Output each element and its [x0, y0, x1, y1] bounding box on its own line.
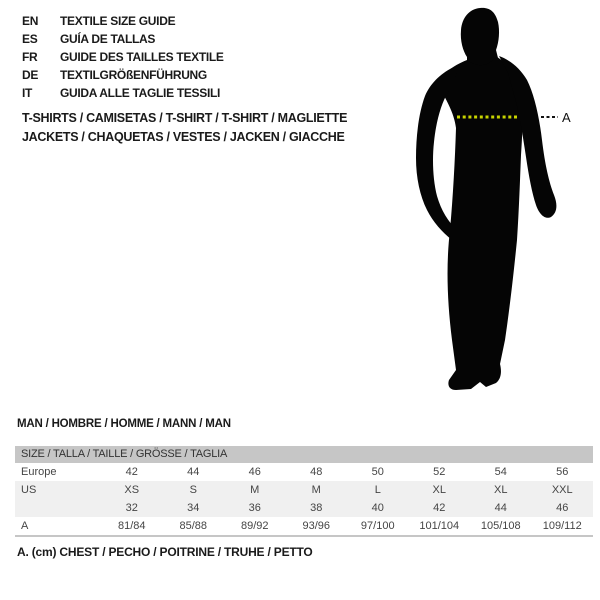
size-value: 50	[371, 466, 384, 478]
size-value: L	[374, 484, 381, 496]
language-code: IT	[22, 86, 33, 100]
size-value: 93/96	[302, 520, 331, 532]
section-title-man: MAN / HOMBRE / HOMME / MANN / MAN	[17, 418, 231, 430]
size-value: 81/84	[117, 520, 146, 532]
size-value: 89/92	[240, 520, 269, 532]
size-value: M	[311, 484, 321, 496]
size-value: 54	[494, 466, 507, 478]
size-table	[15, 446, 593, 537]
language-code: EN	[22, 14, 39, 28]
size-value: 32	[125, 502, 138, 514]
language-row-en	[22, 12, 224, 30]
silhouette-shape	[416, 8, 556, 390]
language-code: ES	[22, 32, 38, 46]
language-title: GUÍA DE TALLAS	[60, 32, 156, 46]
size-value: 46	[248, 466, 261, 478]
size-value: XS	[124, 484, 140, 496]
size-value: 36	[248, 502, 261, 514]
table-row-us	[15, 481, 593, 499]
row-label: US	[21, 484, 37, 496]
language-row-it	[22, 84, 224, 102]
size-value: 42	[433, 502, 446, 514]
size-table-header: SIZE / TALLA / TAILLE / GRÖSSE / TAGLIA	[15, 446, 593, 463]
size-value: 44	[494, 502, 507, 514]
size-value: 34	[187, 502, 200, 514]
table-row-chest-cm	[15, 517, 593, 535]
size-value: XXL	[551, 484, 573, 496]
size-value: XL	[432, 484, 446, 496]
size-value: 40	[371, 502, 384, 514]
size-value: 56	[556, 466, 569, 478]
size-value: M	[250, 484, 260, 496]
table-row-europe	[15, 463, 593, 481]
size-value: 44	[187, 466, 200, 478]
table-row-us-numeric	[15, 499, 593, 517]
size-value: 85/88	[179, 520, 208, 532]
size-value: XL	[494, 484, 508, 496]
language-code: FR	[22, 50, 38, 64]
language-title: GUIDE DES TAILLES TEXTILE	[60, 50, 224, 64]
language-row-fr	[22, 48, 224, 66]
language-row-es	[22, 30, 224, 48]
row-label: A	[21, 520, 29, 532]
language-title: GUIDA ALLE TAGLIE TESSILI	[60, 86, 221, 100]
language-list	[22, 12, 224, 102]
category-jackets: JACKETS / CHAQUETAS / VESTES / JACKEN / GIACCHE	[22, 130, 345, 144]
row-label	[15, 499, 101, 517]
language-code: DE	[22, 68, 39, 82]
size-value: S	[189, 484, 197, 496]
size-value: 109/112	[542, 520, 582, 532]
size-value: 48	[310, 466, 323, 478]
language-title: TEXTILE SIZE GUIDE	[60, 14, 176, 28]
size-value: 105/108	[480, 520, 521, 532]
measurement-footnote: A. (cm) CHEST / PECHO / POITRINE / TRUHE / PETTO	[17, 545, 313, 559]
measure-label-a: A	[562, 110, 571, 125]
size-value: 42	[125, 466, 138, 478]
size-value: 52	[433, 466, 446, 478]
row-label: Europe	[21, 466, 57, 478]
language-title: TEXTILGRÖßENFÜHRUNG	[60, 68, 207, 82]
category-list	[22, 109, 347, 147]
size-value: 38	[310, 502, 323, 514]
size-value: 97/100	[360, 520, 395, 532]
size-value: 46	[556, 502, 569, 514]
size-value: 101/104	[419, 520, 460, 532]
language-row-de	[22, 66, 224, 84]
category-tshirts: T-SHIRTS / CAMISETAS / T-SHIRT / T-SHIRT / MAGLIETTE	[22, 111, 348, 125]
man-silhouette	[400, 0, 580, 400]
